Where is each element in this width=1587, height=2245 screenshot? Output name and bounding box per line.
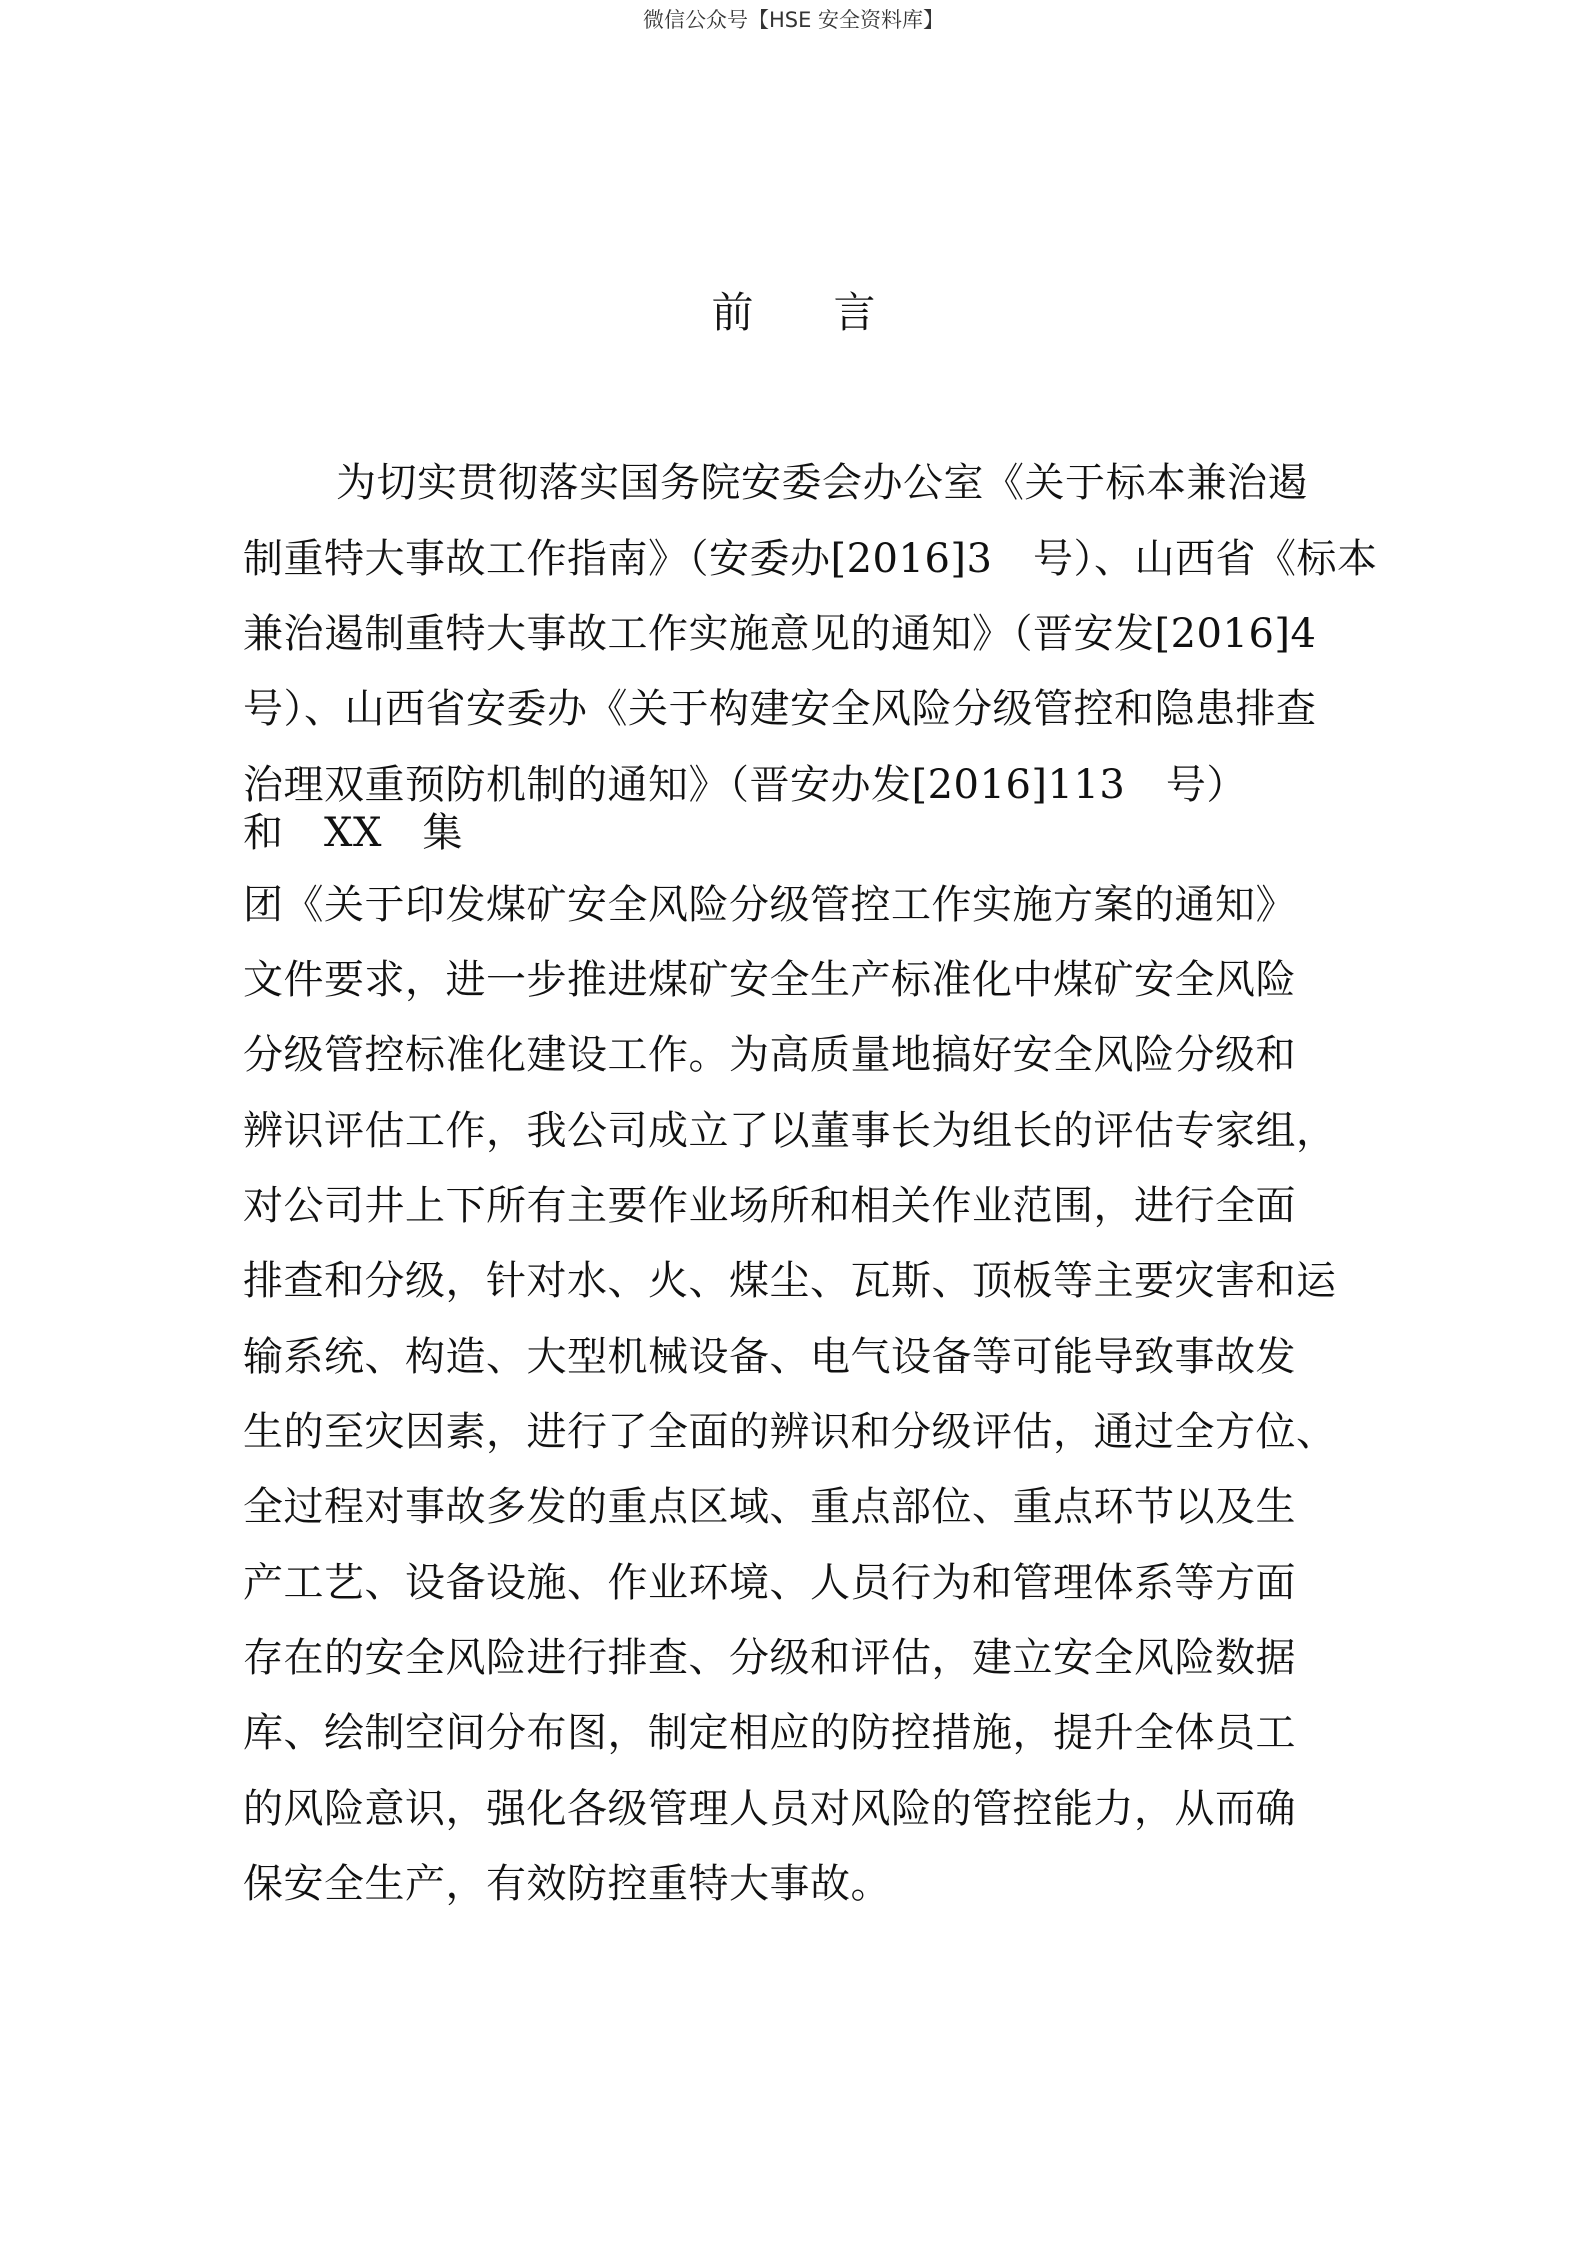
body-line: 制重特大事故工作指南》（安委办[2016]3 号）、山西省《标本	[243, 536, 1378, 582]
body-line: 兼治遏制重特大事故工作实施意见的通知》（晋安发[2016]4	[243, 611, 1317, 657]
body-line: 分级管控标准化建设工作。为高质量地搞好安全风险分级和	[243, 1032, 1296, 1078]
title-char-2: 言	[833, 288, 876, 337]
body-line: 存在的安全风险进行排查、分级和评估，建立安全风险数据	[243, 1635, 1296, 1681]
body-line: 号）、山西省安委办《关于构建安全风险分级管控和隐患排查	[243, 686, 1317, 732]
title-char-1: 前	[711, 288, 754, 337]
page-header-watermark: 微信公众号【HSE 安全资料库】	[642, 8, 945, 32]
body-line: 库、绘制空间分布图，制定相应的防控措施，提升全体员工	[243, 1710, 1296, 1756]
body-line: 产工艺、设备设施、作业环境、人员行为和管理体系等方面	[243, 1560, 1296, 1606]
body-line: 文件要求，进一步推进煤矿安全生产标准化中煤矿安全风险	[243, 957, 1296, 1003]
body-line: 辨识评估工作，我公司成立了以董事长为组长的评估专家组，	[243, 1108, 1337, 1154]
body-line: 的风险意识，强化各级管理人员对风险的管控能力，从而确	[243, 1786, 1296, 1832]
body-line: 和 XX 集	[243, 810, 463, 856]
body-line: 保安全生产，有效防控重特大事故。	[243, 1861, 891, 1907]
body-line: 全过程对事故多发的重点区域、重点部位、重点环节以及生	[243, 1484, 1296, 1530]
body-line: 为切实贯彻落实国务院安委会办公室《关于标本兼治遏	[336, 460, 1308, 506]
body-line: 团《关于印发煤矿安全风险分级管控工作实施方案的通知》	[243, 882, 1296, 928]
body-line: 对公司井上下所有主要作业场所和相关作业范围，进行全面	[243, 1183, 1296, 1229]
body-line: 排查和分级，针对水、火、煤尘、瓦斯、顶板等主要灾害和运	[243, 1258, 1337, 1304]
body-line: 生的至灾因素，进行了全面的辨识和分级评估，通过全方位、	[243, 1409, 1337, 1455]
body-line: 输系统、构造、大型机械设备、电气设备等可能导致事故发	[243, 1334, 1296, 1380]
body-line: 治理双重预防机制的通知》（晋安办发[2016]113 号）	[243, 762, 1247, 808]
